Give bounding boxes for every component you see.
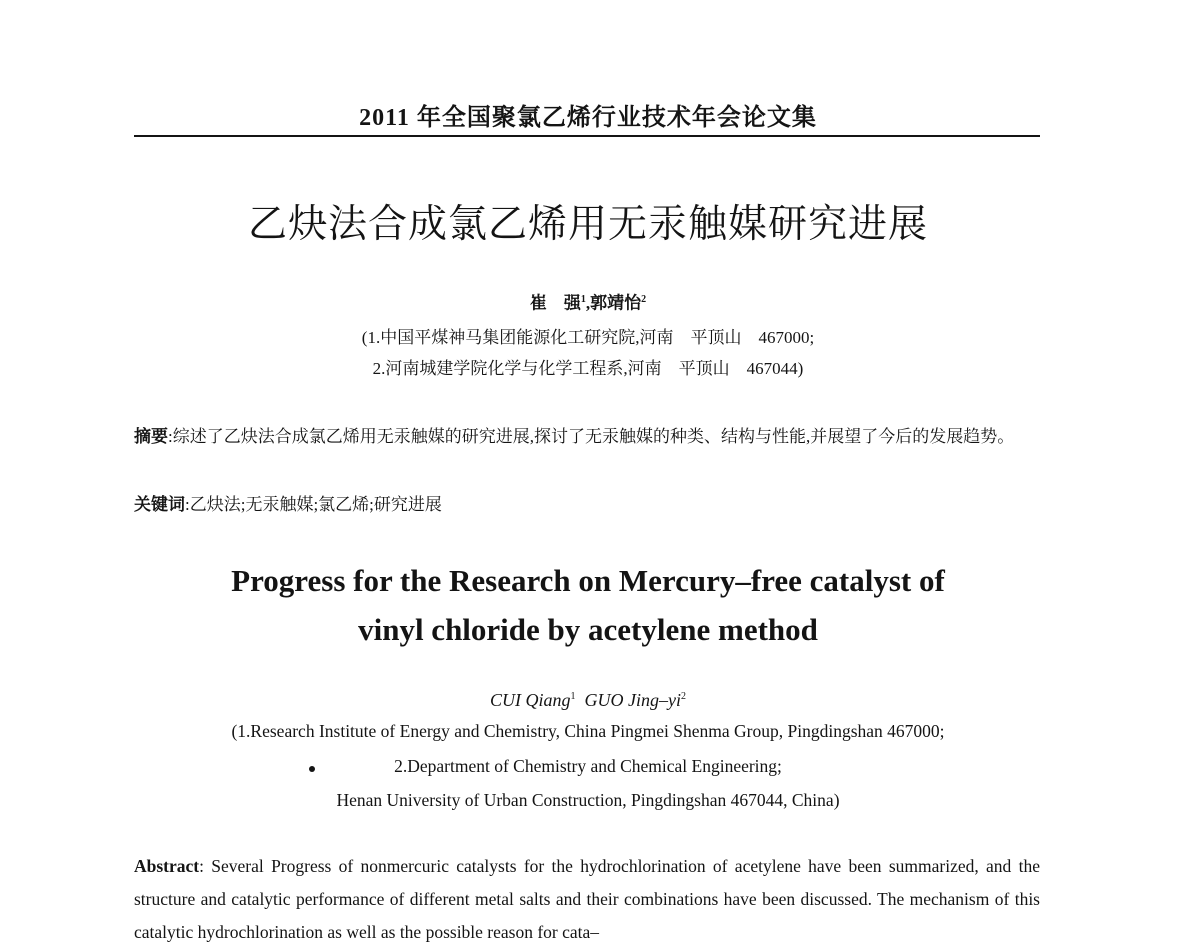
author-2-name-cn: 郭靖怡 [590, 293, 642, 313]
affiliation-cn-2: 2.河南城建学院化学与化学工程系,河南 平顶山 467044) [372, 359, 804, 378]
abstract-english [134, 850, 1040, 949]
abstract-label-en: Abstract [134, 856, 200, 876]
keywords-label-cn: 关键词 [134, 495, 185, 515]
authors-chinese [134, 289, 1042, 315]
affiliation-cn-1: (1.中国平煤神马集团能源化工研究院,河南 平顶山 467000; [361, 328, 815, 347]
affiliation-en-3: Henan University of Urban Construction, Pingdingshan 467044, China) [336, 790, 840, 810]
abstract-text-cn: :综述了乙炔法合成氯乙烯用无汞触媒的研究进展,探讨了无汞触媒的种类、结构与性能,并展望了今后的发展趋势。 [168, 427, 1015, 446]
abstract-chinese [134, 421, 1040, 453]
author-1-name-cn: 崔 强 [529, 293, 581, 313]
title-chinese: 乙炔法合成氯乙烯用无汞触媒研究进展 [247, 202, 928, 247]
author-2-mark-cn: 2 [641, 294, 647, 305]
author-1-name-en: CUI Qiang [490, 690, 571, 710]
running-header: 2011 年全国聚氯乙烯行业技术年会论文集 [359, 105, 817, 131]
title-english [134, 556, 1042, 654]
header-rule [134, 135, 1040, 137]
keywords-chinese [134, 489, 1040, 521]
affiliation-en-1: (1.Research Institute of Energy and Chemistry, China Pingmei Shenma Group, Pingdingshan 467000; [231, 721, 945, 741]
abstract-label-cn: 摘要 [134, 427, 168, 447]
affiliation-en-2: 2.Department of Chemistry and Chemical Engineering; [394, 756, 782, 776]
author-separator-cn: , [585, 293, 591, 313]
authors-english [134, 686, 1042, 711]
title-english-line-2: vinyl chloride by acetylene method [358, 612, 818, 647]
author-1-mark-en: 1 [570, 691, 576, 702]
author-2-name-en: GUO Jing–yi [584, 690, 681, 710]
author-1-mark-cn: 1 [580, 294, 586, 305]
title-english-line-1: Progress for the Research on Mercury–free catalyst of [231, 563, 945, 598]
author-2-mark-en: 2 [680, 691, 686, 702]
abstract-text-en: : Several Progress of nonmercuric catalysts for the hydrochlorination of acetylene have been summarized, and the structure and catalytic performance of different metal salts and their combinations have been discussed. The mechanism of this catalytic hydrochlorination as well as the possible reason for cata– [134, 856, 1040, 942]
keywords-text-cn: :乙炔法;无汞触媒;氯乙烯;研究进展 [185, 495, 442, 514]
